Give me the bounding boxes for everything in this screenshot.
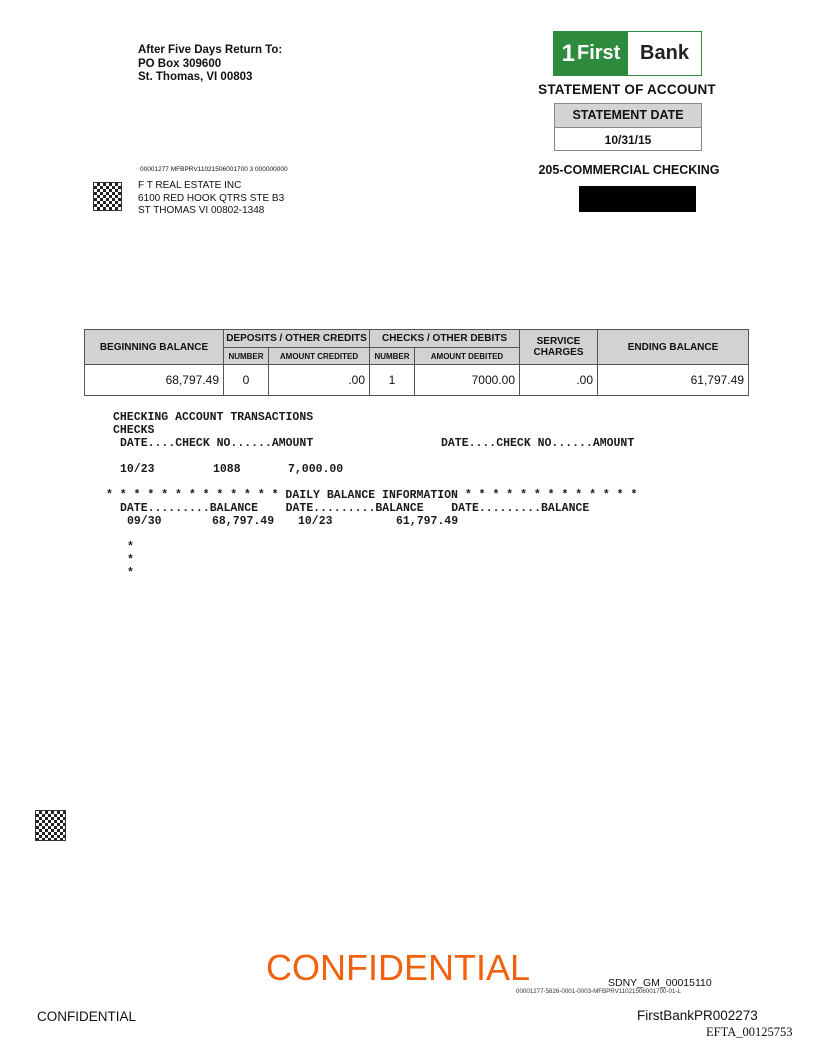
daily-date-2: 10/23 (298, 515, 333, 528)
value-amount-debited: 7000.00 (415, 365, 520, 396)
header-deposits: DEPOSITS / OTHER CREDITS (224, 330, 370, 348)
logo-word-first: First (577, 42, 621, 64)
checks-header-right: DATE....CHECK NO......AMOUNT (441, 437, 635, 450)
statement-title: STATEMENT OF ACCOUNT (538, 82, 716, 97)
statement-date-box (554, 103, 702, 151)
header-amount-debited: AMOUNT DEBITED (415, 348, 520, 365)
checks-header-left: DATE....CHECK NO......AMOUNT (120, 437, 314, 450)
logo-word-bank: Bank (640, 42, 689, 64)
header-checks: CHECKS / OTHER DEBITS (370, 330, 520, 348)
value-amount-credited: .00 (269, 365, 370, 396)
value-deposits-number: 0 (224, 365, 269, 396)
header-amount-credited: AMOUNT CREDITED (269, 348, 370, 365)
account-summary-table (84, 329, 749, 396)
daily-date-1: 09/30 (127, 515, 162, 528)
firstbank-bates-number: FirstBankPR002273 (637, 1008, 758, 1023)
header-service-charges: SERVICE CHARGES (520, 330, 598, 365)
redaction-box (579, 186, 696, 212)
end-mark-2: * (127, 554, 134, 567)
end-mark-1: * (127, 541, 134, 554)
check-number: 1088 (213, 463, 241, 476)
firstbank-logo (553, 31, 702, 76)
return-line-3: St. Thomas, VI 00803 (138, 71, 253, 83)
side-barcode-icon (35, 810, 66, 841)
mailing-code: 00001277 MFBPRV11021506001700 3 000000000 (140, 166, 288, 173)
mailing-address (138, 180, 284, 218)
header-checks-number: NUMBER (370, 348, 415, 365)
end-mark-3: * (127, 567, 134, 580)
checks-title: CHECKS (113, 424, 155, 437)
transactions-title: CHECKING ACCOUNT TRANSACTIONS (113, 411, 314, 424)
statement-date-label: STATEMENT DATE (555, 104, 701, 128)
value-service-charges: .00 (520, 365, 598, 396)
daily-balance-banner: * * * * * * * * * * * * * DAILY BALANCE INFORMATION * * * * * * * * * * * * * (106, 489, 638, 502)
daily-balance-2: 61,797.49 (396, 515, 459, 528)
header-deposits-number: NUMBER (224, 348, 269, 365)
daily-balance-header: DATE.........BALANCE DATE.........BALANCE DATE.........BALANCE (120, 502, 590, 515)
value-checks-number: 1 (370, 365, 415, 396)
value-ending-balance: 61,797.49 (598, 365, 749, 396)
check-date: 10/23 (120, 463, 155, 476)
logo-number: 1 (561, 39, 575, 67)
return-line-2: PO Box 309600 (138, 57, 222, 70)
value-beginning-balance: 68,797.49 (85, 365, 224, 396)
statement-date-value: 10/31/15 (604, 133, 652, 147)
confidential-label: CONFIDENTIAL (37, 1009, 137, 1024)
customer-street: 6100 RED HOOK QTRS STE B3 (138, 192, 285, 204)
return-line-1: After Five Days Return To: (138, 44, 283, 56)
return-address (138, 44, 282, 85)
daily-balance-1: 68,797.49 (212, 515, 275, 528)
efta-number: EFTA_00125753 (706, 1025, 793, 1039)
document-tracking-code: 00001277-5826-0001-0003-MFBPRV11021506001700-01-L (516, 988, 681, 995)
confidential-stamp: CONFIDENTIAL (266, 947, 531, 988)
barcode-icon (93, 182, 122, 211)
header-beginning-balance: BEGINNING BALANCE (85, 330, 224, 365)
customer-name: F T REAL ESTATE INC (138, 180, 242, 191)
account-type: 205-COMMERCIAL CHECKING (538, 163, 720, 177)
customer-city: ST THOMAS VI 00802-1348 (138, 205, 265, 216)
header-ending-balance: ENDING BALANCE (598, 330, 749, 365)
check-amount: 7,000.00 (288, 463, 344, 476)
sdny-bates-number: SDNY_GM_00015110 (608, 977, 712, 989)
